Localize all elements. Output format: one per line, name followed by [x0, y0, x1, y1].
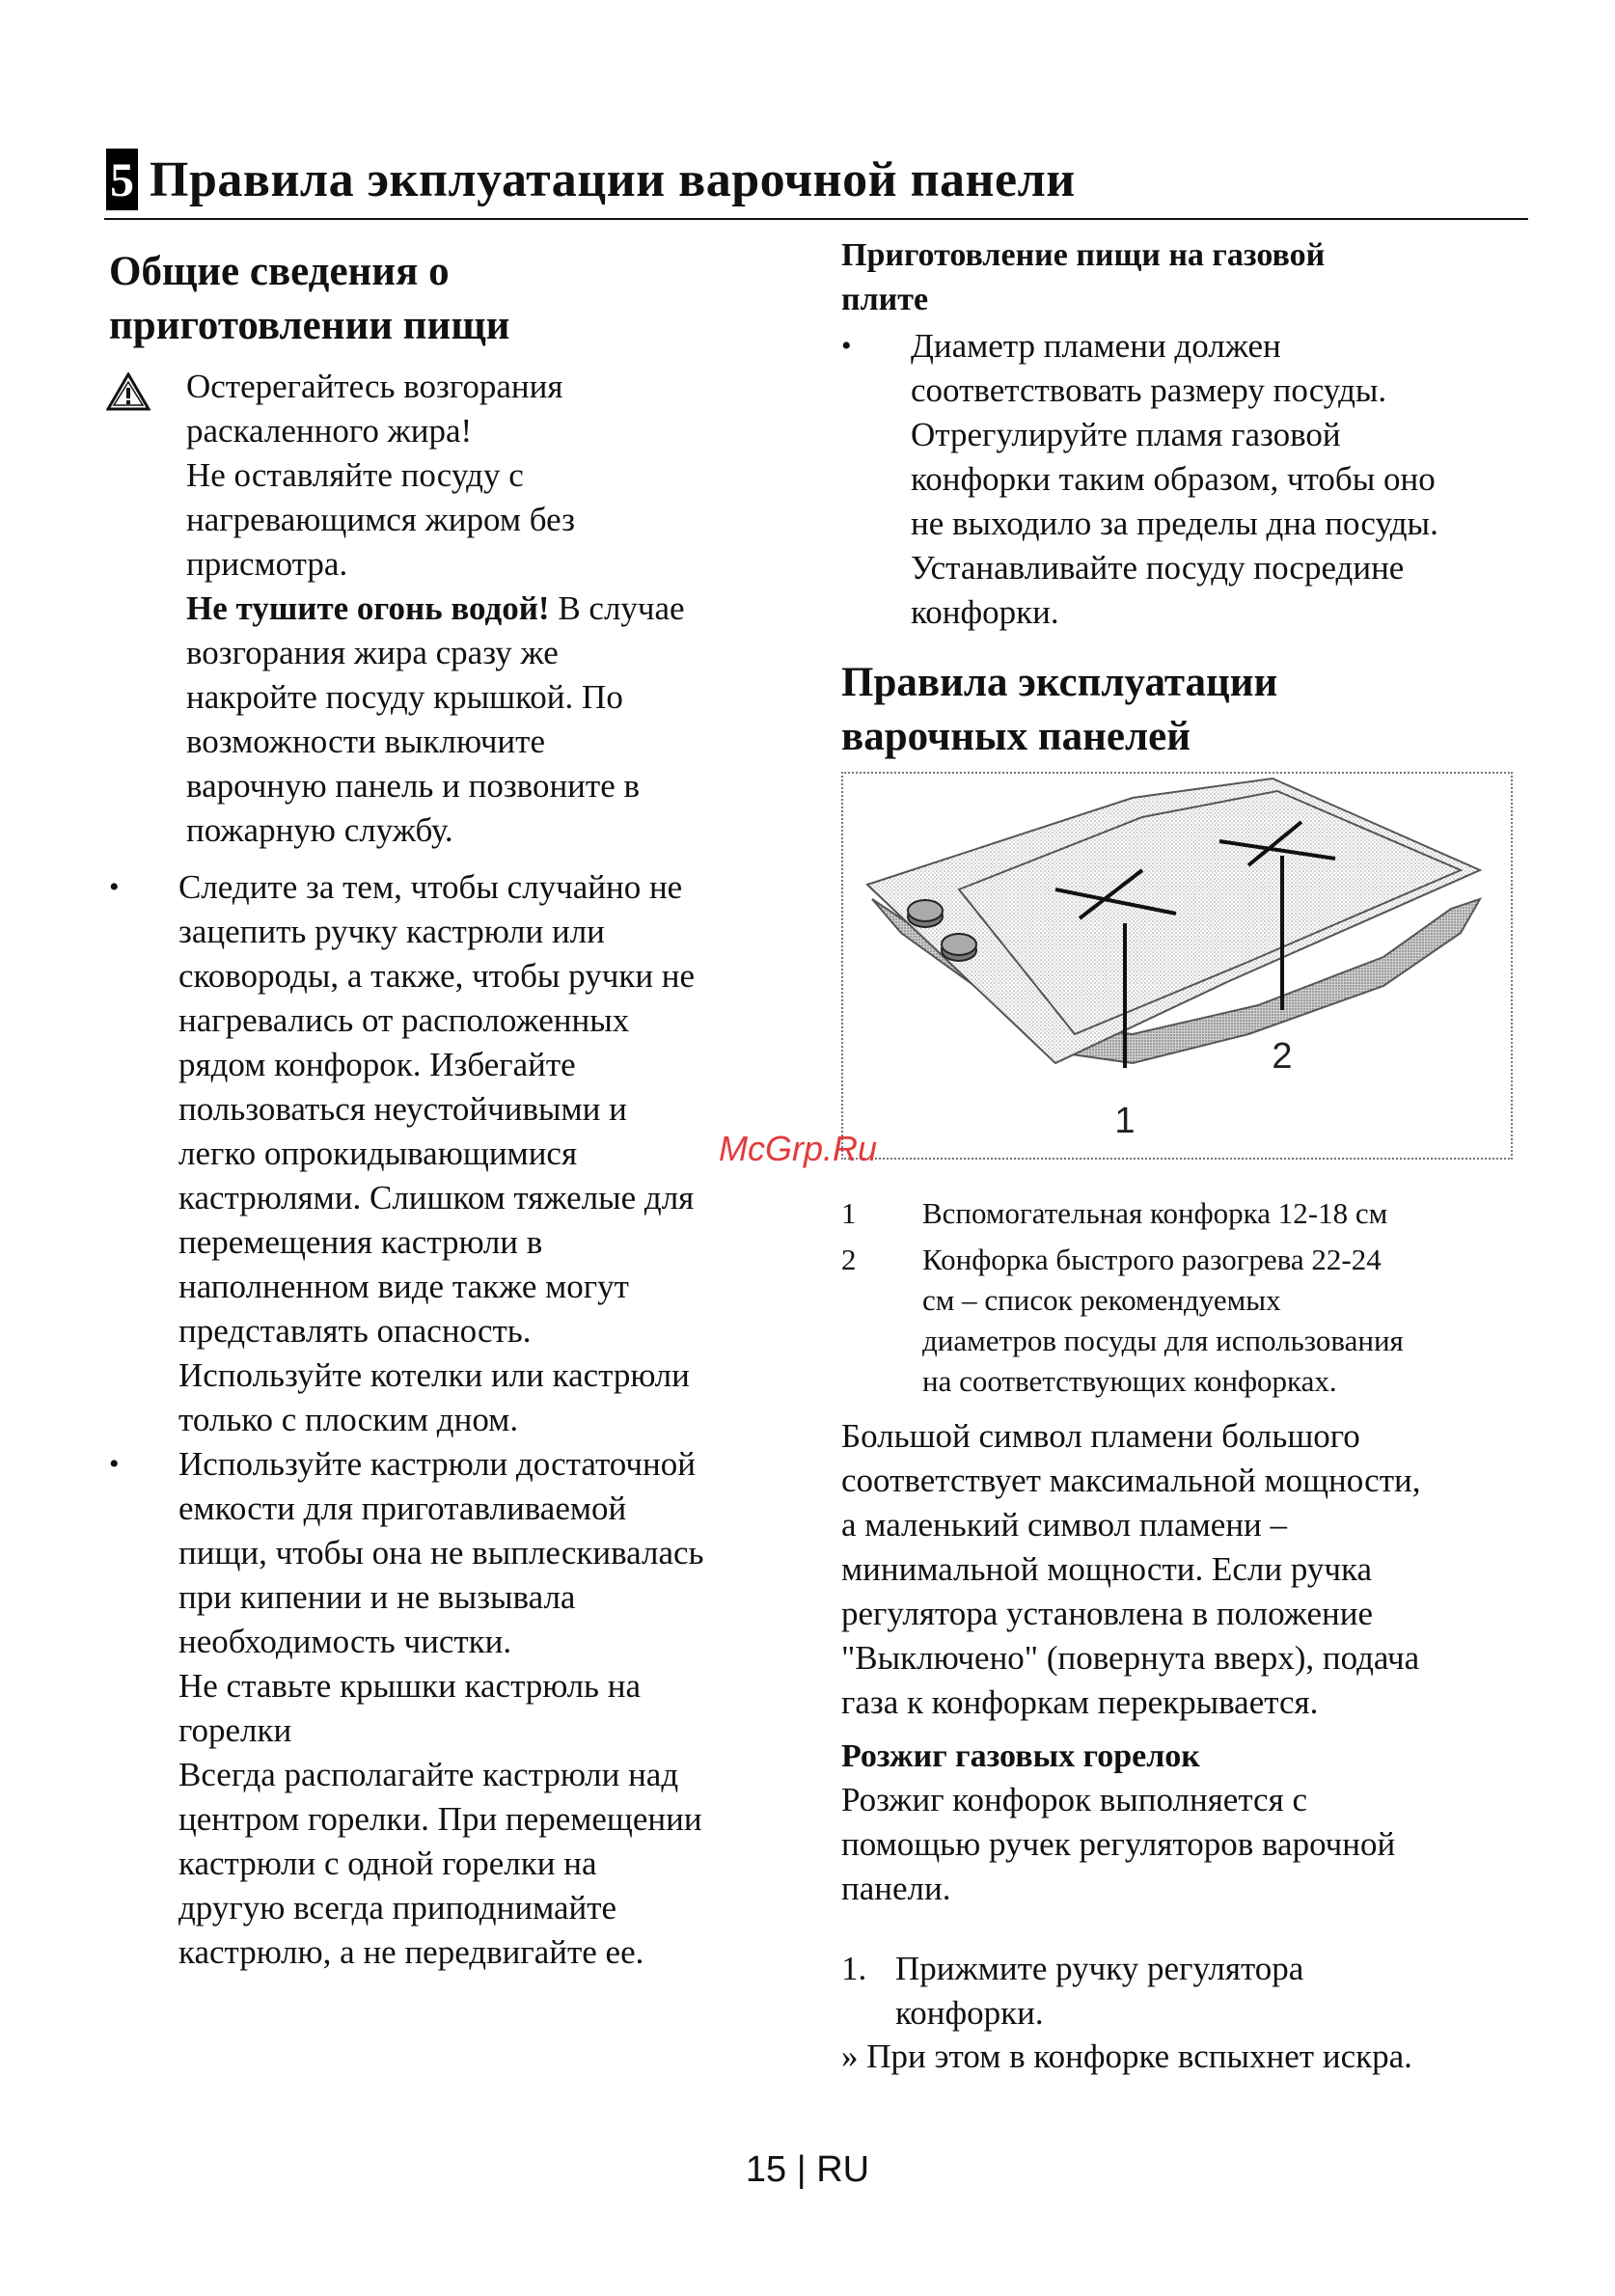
ignition-paragraph: Розжиг конфорок выполняется с помощью ручек регуляторов варочной панели. [841, 1781, 1396, 1907]
diagram-label-2: 2 [1272, 1036, 1293, 1077]
bullet-marker: • [109, 871, 120, 903]
chapter-number: 5 [106, 149, 138, 210]
legend-num-1: 1 [841, 1196, 857, 1230]
watermark: McGrp.Ru [719, 1129, 878, 1168]
bullet-pot-size: Используйте кастрюли достаточной емкости для приготавливаемой пищи, чтобы она не выплескивалась при кипении и не вызывала необходимость чистки. Не ставьте крышки кастрюль на горелки Всегда располагайте кастрюли над центром горелки. При перемещении кастрюли с одной горелки на другую всегда приподнимайте кастрюлю, а не передвигайте ее. [178, 1445, 704, 1971]
chapter-rule [104, 218, 1528, 220]
hob-illustration [843, 774, 1511, 1158]
warning-bold-line: Не тушите огонь водой! В случае [186, 589, 685, 627]
hob-diagram [841, 772, 1513, 1160]
page-number: 15 [745, 2149, 787, 2190]
step-text: Прижмите ручку регулятора конфорки. [895, 1950, 1304, 2032]
footer-separator: | [796, 2149, 807, 2190]
legend-num-2: 2 [841, 1243, 857, 1276]
flame-paragraph: Большой символ пламени большого соответствует максимальной мощности, а маленький символ пламени – минимальной мощности. Если ручка регулятора установлена в положение "Выключено" (повернута вверх), подача газа к конфоркам перекрывается. [841, 1417, 1421, 1721]
bullet-marker: • [109, 1448, 120, 1480]
ignition-heading: Розжиг газовых горелок [841, 1738, 1200, 1774]
diagram-label-1: 1 [1114, 1101, 1136, 1141]
step-number: 1. [841, 1950, 867, 1987]
legend-text-2: Конфорка быстрого разогрева 22-24 см – список рекомендуемых диаметров посуды для использования на соответствующих конфорках. [922, 1243, 1404, 1398]
chapter-title: Правила экплуатации варочной панели [150, 151, 1076, 207]
bullet-handles: Следите за тем, чтобы случайно не зацепить ручку кастрюли или сковороды, а также, чтобы ручки не нагревались от расположенных рядом конфорок. Избегайте пользоваться неустойчивыми и легко опрокидывающимися кастрюлями. Слишком тяжелые для перемещения кастрюли в наполненном виде также могут представлять опасность. Используйте котелки или кастрюли только с плоским дном. [178, 868, 696, 1438]
warning-text: Остерегайтесь возгорания раскаленного жира! Не оставляйте посуду с нагревающимся жиром без присмотра. Не тушите огонь водой! В случае возгорания жира сразу же накройте посуду крышкой. По возможности выключите варочную панель и позвоните в пожарную службу. [186, 365, 784, 853]
step-result: » При этом в конфорке вспыхнет искра. [841, 2037, 1412, 2075]
bullet-marker: • [841, 330, 852, 362]
general-info-heading: Общие сведения о приготовлении пищи [109, 249, 510, 348]
page-footer [0, 2149, 1615, 2191]
gas-bullet-text: Диаметр пламени должен соответствовать размеру посуды. Отрегулируйте пламя газовой конфорки таким образом, чтобы оно не выходило за пределы дна посуды. Устанавливайте посуду посредине конфорки. [911, 327, 1438, 631]
legend-text-1: Вспомогательная конфорка 12-18 см [922, 1196, 1388, 1230]
page-language: RU [816, 2149, 870, 2190]
gas-cooking-heading: Приготовление пищи на газовой плите [841, 237, 1326, 317]
chapter-header [106, 145, 1076, 214]
rules-heading: Правила эксплуатации варочных панелей [841, 660, 1278, 759]
warning-triangle-icon [106, 372, 151, 411]
